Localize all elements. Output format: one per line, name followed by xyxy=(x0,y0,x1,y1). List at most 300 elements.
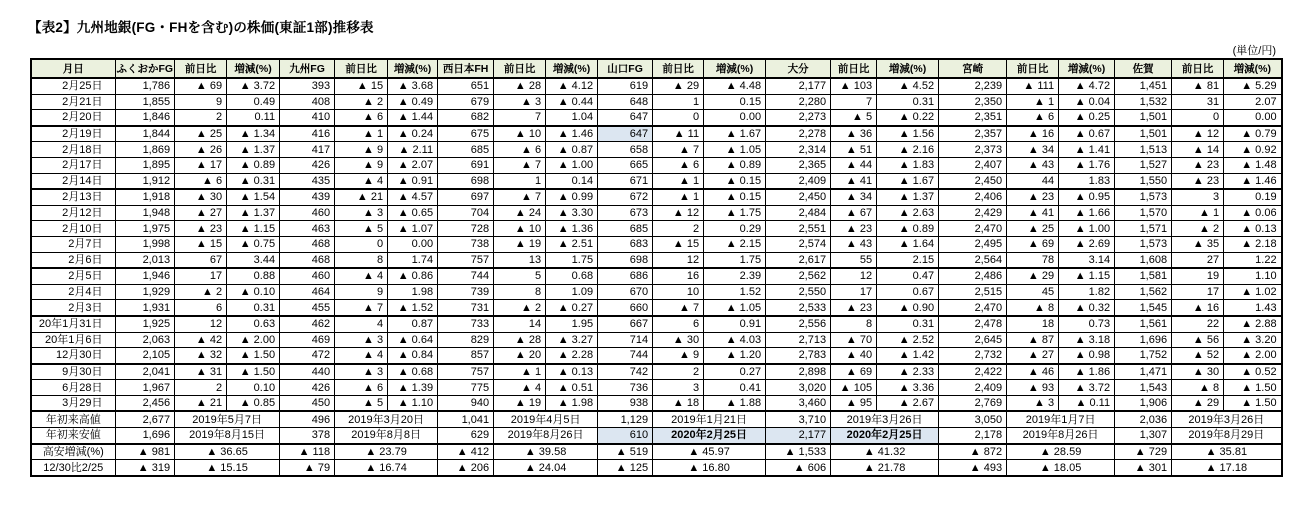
cell: 665 xyxy=(598,157,653,173)
row-label: 2月19日 xyxy=(31,126,115,142)
cell: 857 xyxy=(438,348,494,364)
cell: ▲ 0.25 xyxy=(1059,110,1115,126)
cell: 435 xyxy=(280,173,335,189)
cell: ▲ 7 xyxy=(494,157,546,173)
column-header: 増減(%) xyxy=(704,59,766,78)
cell: 675 xyxy=(438,126,494,142)
column-header: 月日 xyxy=(31,59,115,78)
cell: ▲ 0.65 xyxy=(388,205,438,221)
column-header: 前日比 xyxy=(494,59,546,78)
cell: ▲ 0.15 xyxy=(704,189,766,205)
cell: ▲ 2 xyxy=(335,94,388,110)
cell: 45 xyxy=(1007,284,1059,300)
cell: 426 xyxy=(280,380,335,396)
cell: ▲ 19 xyxy=(494,395,546,411)
cell: 742 xyxy=(598,364,653,380)
column-header: 増減(%) xyxy=(546,59,598,78)
cell: ▲ 24 xyxy=(494,205,546,221)
cell: 3,460 xyxy=(766,395,831,411)
cell: ▲ 0.68 xyxy=(388,364,438,380)
cell: ▲ 0.98 xyxy=(1059,348,1115,364)
cell: 4 xyxy=(335,316,388,332)
cell: ▲ 70 xyxy=(831,332,877,348)
cell: 468 xyxy=(280,236,335,252)
cell: 1,869 xyxy=(115,142,175,158)
cell: ▲ 0.95 xyxy=(1059,189,1115,205)
cell: ▲ 4.52 xyxy=(877,78,939,94)
cell: 1,948 xyxy=(115,205,175,221)
cell: ▲ 15 xyxy=(175,236,227,252)
cell: ▲ 1 xyxy=(1007,94,1059,110)
cell: 1.75 xyxy=(546,252,598,268)
cell: 1 xyxy=(494,173,546,189)
cell: ▲ 0.13 xyxy=(1224,221,1282,237)
cell: ▲ 69 xyxy=(831,364,877,380)
cell: 0.00 xyxy=(388,236,438,252)
cell: ▲ 18.05 xyxy=(1007,460,1115,476)
cell: 2019年3月26日 xyxy=(1172,411,1282,427)
cell: 7 xyxy=(494,110,546,126)
cell: 0.88 xyxy=(227,268,280,284)
cell: 8 xyxy=(831,316,877,332)
cell: 1,998 xyxy=(115,236,175,252)
row-label: 12月30日 xyxy=(31,348,115,364)
cell: 2,484 xyxy=(766,205,831,221)
cell: ▲ 1.50 xyxy=(227,348,280,364)
cell: ▲ 23 xyxy=(1172,157,1224,173)
cell: ▲ 41 xyxy=(1007,205,1059,221)
cell: ▲ 301 xyxy=(1115,460,1172,476)
row-label: 年初来安値 xyxy=(31,428,115,444)
cell: 1 xyxy=(653,94,704,110)
cell: 1,471 xyxy=(1115,364,1172,380)
cell: ▲ 6 xyxy=(494,142,546,158)
cell: ▲ 4.12 xyxy=(546,78,598,94)
cell: ▲ 1.07 xyxy=(388,221,438,237)
table-row xyxy=(31,364,1282,380)
cell: ▲ 0.64 xyxy=(388,332,438,348)
cell: ▲ 7 xyxy=(653,300,704,316)
cell: 426 xyxy=(280,157,335,173)
cell: 2.07 xyxy=(1224,94,1282,110)
cell: ▲ 3 xyxy=(335,205,388,221)
cell: ▲ 3.68 xyxy=(388,78,438,94)
cell: 17 xyxy=(831,284,877,300)
cell: 1,844 xyxy=(115,126,175,142)
cell: ▲ 4.72 xyxy=(1059,78,1115,94)
cell: 0.11 xyxy=(227,110,280,126)
cell: 731 xyxy=(438,300,494,316)
cell: 673 xyxy=(598,205,653,221)
cell: ▲ 27 xyxy=(1007,348,1059,364)
cell: ▲ 23 xyxy=(1007,189,1059,205)
cell: ▲ 16.74 xyxy=(335,460,438,476)
cell: 1,527 xyxy=(1115,157,1172,173)
cell: 2,365 xyxy=(766,157,831,173)
cell: ▲ 0.89 xyxy=(227,157,280,173)
table-row xyxy=(31,189,1282,205)
cell: 1,975 xyxy=(115,221,175,237)
cell: 1,570 xyxy=(1115,205,1172,221)
cell: ▲ 1.50 xyxy=(1224,380,1282,396)
cell: ▲ 2.00 xyxy=(1224,348,1282,364)
cell: ▲ 1.50 xyxy=(227,364,280,380)
cell: ▲ 16.80 xyxy=(653,460,766,476)
cell: ▲ 0.52 xyxy=(1224,364,1282,380)
row-label: 2月17日 xyxy=(31,157,115,173)
cell: 0.10 xyxy=(227,380,280,396)
cell: ▲ 1.36 xyxy=(546,221,598,237)
cell: ▲ 1.20 xyxy=(704,348,766,364)
cell: 1,696 xyxy=(115,428,175,444)
cell: ▲ 93 xyxy=(1007,380,1059,396)
column-header: 前日比 xyxy=(831,59,877,78)
cell: ▲ 6 xyxy=(653,157,704,173)
column-header: ふくおかFG xyxy=(115,59,175,78)
table-row xyxy=(31,428,1282,444)
row-label: 6月28日 xyxy=(31,380,115,396)
cell: 2019年3月20日 xyxy=(335,411,438,427)
cell: 651 xyxy=(438,78,494,94)
cell: ▲ 11 xyxy=(653,126,704,142)
cell: ▲ 12 xyxy=(653,205,704,221)
cell: 2019年5月7日 xyxy=(175,411,280,427)
cell: 410 xyxy=(280,110,335,126)
cell: 672 xyxy=(598,189,653,205)
cell: ▲ 3 xyxy=(1007,395,1059,411)
cell: 714 xyxy=(598,332,653,348)
cell: 0.91 xyxy=(704,316,766,332)
cell: ▲ 606 xyxy=(766,460,831,476)
cell: ▲ 412 xyxy=(438,444,494,460)
cell: 1.82 xyxy=(1059,284,1115,300)
cell: 416 xyxy=(280,126,335,142)
cell: ▲ 8 xyxy=(1172,380,1224,396)
cell: ▲ 4.03 xyxy=(704,332,766,348)
cell: ▲ 0.92 xyxy=(1224,142,1282,158)
cell: 738 xyxy=(438,236,494,252)
cell: ▲ 27 xyxy=(175,205,227,221)
cell: 5 xyxy=(494,268,546,284)
column-header: 佐賀 xyxy=(1115,59,1172,78)
cell: 2,036 xyxy=(1115,411,1172,427)
cell: ▲ 0.24 xyxy=(388,126,438,142)
cell: 6 xyxy=(175,300,227,316)
cell: 1.95 xyxy=(546,316,598,332)
cell: 2,422 xyxy=(939,364,1007,380)
cell: ▲ 2 xyxy=(175,284,227,300)
cell: ▲ 4 xyxy=(335,348,388,364)
cell: 658 xyxy=(598,142,653,158)
cell: ▲ 0.11 xyxy=(1059,395,1115,411)
column-header: 宮崎 xyxy=(939,59,1007,78)
cell: 2,357 xyxy=(939,126,1007,142)
cell: ▲ 8 xyxy=(1007,300,1059,316)
cell: 739 xyxy=(438,284,494,300)
cell: ▲ 4 xyxy=(494,380,546,396)
cell: ▲ 1.02 xyxy=(1224,284,1282,300)
cell: ▲ 5 xyxy=(831,110,877,126)
cell: ▲ 56 xyxy=(1172,332,1224,348)
cell: ▲ 41 xyxy=(831,173,877,189)
cell: ▲ 0.90 xyxy=(877,300,939,316)
cell: ▲ 1.39 xyxy=(388,380,438,396)
cell: ▲ 1 xyxy=(1172,205,1224,221)
cell: 2,314 xyxy=(766,142,831,158)
table-row xyxy=(31,205,1282,221)
cell: ▲ 3 xyxy=(335,332,388,348)
table-row xyxy=(31,268,1282,284)
cell: 2,450 xyxy=(939,173,1007,189)
cell: 2,898 xyxy=(766,364,831,380)
row-label: 9月30日 xyxy=(31,364,115,380)
table-row xyxy=(31,380,1282,396)
cell: 1,532 xyxy=(1115,94,1172,110)
cell: ▲ 29 xyxy=(653,78,704,94)
cell: 1,307 xyxy=(1115,428,1172,444)
cell: 648 xyxy=(598,94,653,110)
cell: ▲ 9 xyxy=(653,348,704,364)
cell: ▲ 0.99 xyxy=(546,189,598,205)
cell: ▲ 30 xyxy=(1172,364,1224,380)
cell: ▲ 1.15 xyxy=(227,221,280,237)
cell: ▲ 2.52 xyxy=(877,332,939,348)
cell: ▲ 0.51 xyxy=(546,380,598,396)
cell: ▲ 0.91 xyxy=(388,173,438,189)
cell: 671 xyxy=(598,173,653,189)
cell: ▲ 319 xyxy=(115,460,175,476)
cell: ▲ 5.29 xyxy=(1224,78,1282,94)
cell: 462 xyxy=(280,316,335,332)
cell: ▲ 0.67 xyxy=(1059,126,1115,142)
cell: ▲ 105 xyxy=(831,380,877,396)
cell: 2019年8月29日 xyxy=(1172,428,1282,444)
cell: 1,451 xyxy=(1115,78,1172,94)
cell: 3,050 xyxy=(939,411,1007,427)
cell: 2,645 xyxy=(939,332,1007,348)
cell: 1,946 xyxy=(115,268,175,284)
table-row xyxy=(31,348,1282,364)
cell: ▲ 28 xyxy=(494,332,546,348)
cell: 2,429 xyxy=(939,205,1007,221)
cell: 686 xyxy=(598,268,653,284)
cell: 1.75 xyxy=(704,252,766,268)
cell: ▲ 36.65 xyxy=(175,444,280,460)
cell: ▲ 1.00 xyxy=(546,157,598,173)
cell: ▲ 1.42 xyxy=(877,348,939,364)
cell: ▲ 1.50 xyxy=(1224,395,1282,411)
cell: ▲ 87 xyxy=(1007,332,1059,348)
cell: 1.10 xyxy=(1224,268,1282,284)
cell: ▲ 1.37 xyxy=(877,189,939,205)
cell: 629 xyxy=(438,428,494,444)
cell: ▲ 3.72 xyxy=(1059,380,1115,396)
cell: 27 xyxy=(1172,252,1224,268)
cell: ▲ 1.67 xyxy=(877,173,939,189)
cell: 417 xyxy=(280,142,335,158)
column-header: 増減(%) xyxy=(227,59,280,78)
cell: 463 xyxy=(280,221,335,237)
row-label: 2月3日 xyxy=(31,300,115,316)
cell: 1,513 xyxy=(1115,142,1172,158)
cell: 393 xyxy=(280,78,335,94)
cell: 679 xyxy=(438,94,494,110)
cell: ▲ 1.10 xyxy=(388,395,438,411)
cell: 2,562 xyxy=(766,268,831,284)
cell: 736 xyxy=(598,380,653,396)
cell: 2019年8月26日 xyxy=(494,428,598,444)
cell: ▲ 17 xyxy=(175,157,227,173)
cell: ▲ 29 xyxy=(1007,268,1059,284)
cell: ▲ 2.33 xyxy=(877,364,939,380)
cell: ▲ 39.58 xyxy=(494,444,598,460)
cell: ▲ 35.81 xyxy=(1172,444,1282,460)
cell: ▲ 493 xyxy=(939,460,1007,476)
cell: 460 xyxy=(280,205,335,221)
cell: 757 xyxy=(438,252,494,268)
cell: ▲ 206 xyxy=(438,460,494,476)
cell: ▲ 2.15 xyxy=(704,236,766,252)
cell: 1,906 xyxy=(1115,395,1172,411)
cell: 0.49 xyxy=(227,94,280,110)
cell: ▲ 1.34 xyxy=(227,126,280,142)
cell: ▲ 2.07 xyxy=(388,157,438,173)
cell: 0.27 xyxy=(704,364,766,380)
cell: ▲ 5 xyxy=(335,395,388,411)
cell: ▲ 23 xyxy=(1172,173,1224,189)
cell: 0.63 xyxy=(227,316,280,332)
cell: 78 xyxy=(1007,252,1059,268)
cell: 468 xyxy=(280,252,335,268)
cell: 1.04 xyxy=(546,110,598,126)
cell: 2019年3月26日 xyxy=(831,411,939,427)
cell: 0.31 xyxy=(877,94,939,110)
cell: ▲ 1.75 xyxy=(704,205,766,221)
cell: ▲ 1.05 xyxy=(704,300,766,316)
cell: 455 xyxy=(280,300,335,316)
column-header: 前日比 xyxy=(1172,59,1224,78)
cell: 44 xyxy=(1007,173,1059,189)
cell: 3.44 xyxy=(227,252,280,268)
cell: ▲ 0.22 xyxy=(877,110,939,126)
cell: 3,710 xyxy=(766,411,831,427)
cell: ▲ 25 xyxy=(1007,221,1059,237)
cell: 2,280 xyxy=(766,94,831,110)
table-row xyxy=(31,411,1282,427)
cell: 55 xyxy=(831,252,877,268)
cell: ▲ 16 xyxy=(1007,126,1059,142)
cell: ▲ 1.86 xyxy=(1059,364,1115,380)
cell: ▲ 1.98 xyxy=(546,395,598,411)
cell: 0.41 xyxy=(704,380,766,396)
cell: ▲ 1.37 xyxy=(227,142,280,158)
cell: 408 xyxy=(280,94,335,110)
cell: ▲ 125 xyxy=(598,460,653,476)
cell: ▲ 519 xyxy=(598,444,653,460)
cell: ▲ 2 xyxy=(494,300,546,316)
cell: ▲ 2.11 xyxy=(388,142,438,158)
cell: 2,177 xyxy=(766,428,831,444)
cell: ▲ 7 xyxy=(494,189,546,205)
cell: ▲ 3 xyxy=(335,364,388,380)
cell: 17 xyxy=(175,268,227,284)
cell: ▲ 12 xyxy=(1172,126,1224,142)
cell: 2,478 xyxy=(939,316,1007,332)
stock-price-table xyxy=(30,58,1283,477)
column-header: 九州FG xyxy=(280,59,335,78)
cell: 2,556 xyxy=(766,316,831,332)
row-label: 2月14日 xyxy=(31,173,115,189)
cell: ▲ 1 xyxy=(653,173,704,189)
cell: 7 xyxy=(831,94,877,110)
cell: ▲ 3.18 xyxy=(1059,332,1115,348)
cell: ▲ 0.27 xyxy=(546,300,598,316)
cell: ▲ 42 xyxy=(175,332,227,348)
cell: 2,373 xyxy=(939,142,1007,158)
cell: 1,895 xyxy=(115,157,175,173)
cell: 0 xyxy=(653,110,704,126)
cell: ▲ 1.88 xyxy=(704,395,766,411)
cell: ▲ 4.57 xyxy=(388,189,438,205)
cell: 18 xyxy=(1007,316,1059,332)
cell: ▲ 1.64 xyxy=(877,236,939,252)
cell: 0.19 xyxy=(1224,189,1282,205)
cell: 67 xyxy=(175,252,227,268)
cell: 31 xyxy=(1172,94,1224,110)
cell: ▲ 18 xyxy=(653,395,704,411)
cell: 378 xyxy=(280,428,335,444)
cell: 439 xyxy=(280,189,335,205)
cell: 2,495 xyxy=(939,236,1007,252)
cell: ▲ 0.75 xyxy=(227,236,280,252)
cell: ▲ 43 xyxy=(831,236,877,252)
cell: 460 xyxy=(280,268,335,284)
cell: 12 xyxy=(653,252,704,268)
cell: 1,501 xyxy=(1115,110,1172,126)
cell: 1,573 xyxy=(1115,236,1172,252)
cell: ▲ 95 xyxy=(831,395,877,411)
cell: 2,105 xyxy=(115,348,175,364)
cell: 0.15 xyxy=(704,94,766,110)
cell: ▲ 45.97 xyxy=(653,444,766,460)
cell: 2,407 xyxy=(939,157,1007,173)
cell: ▲ 28.59 xyxy=(1007,444,1115,460)
column-header: 前日比 xyxy=(175,59,227,78)
cell: ▲ 46 xyxy=(1007,364,1059,380)
table-row xyxy=(31,221,1282,237)
cell: 775 xyxy=(438,380,494,396)
cell: 647 xyxy=(598,126,653,142)
cell: ▲ 6 xyxy=(1007,110,1059,126)
cell: 1,918 xyxy=(115,189,175,205)
header-row xyxy=(31,59,1282,78)
cell: 496 xyxy=(280,411,335,427)
cell: ▲ 0.79 xyxy=(1224,126,1282,142)
column-header: 大分 xyxy=(766,59,831,78)
cell: 0 xyxy=(335,236,388,252)
cell: ▲ 36 xyxy=(831,126,877,142)
cell: 0.47 xyxy=(877,268,939,284)
cell: 2,486 xyxy=(939,268,1007,284)
cell: ▲ 3.72 xyxy=(227,78,280,94)
cell: ▲ 111 xyxy=(1007,78,1059,94)
table-row xyxy=(31,78,1282,94)
cell: ▲ 28 xyxy=(494,78,546,94)
cell: 0.87 xyxy=(388,316,438,332)
cell: 2,550 xyxy=(766,284,831,300)
cell: ▲ 729 xyxy=(1115,444,1172,460)
cell: ▲ 14 xyxy=(1172,142,1224,158)
